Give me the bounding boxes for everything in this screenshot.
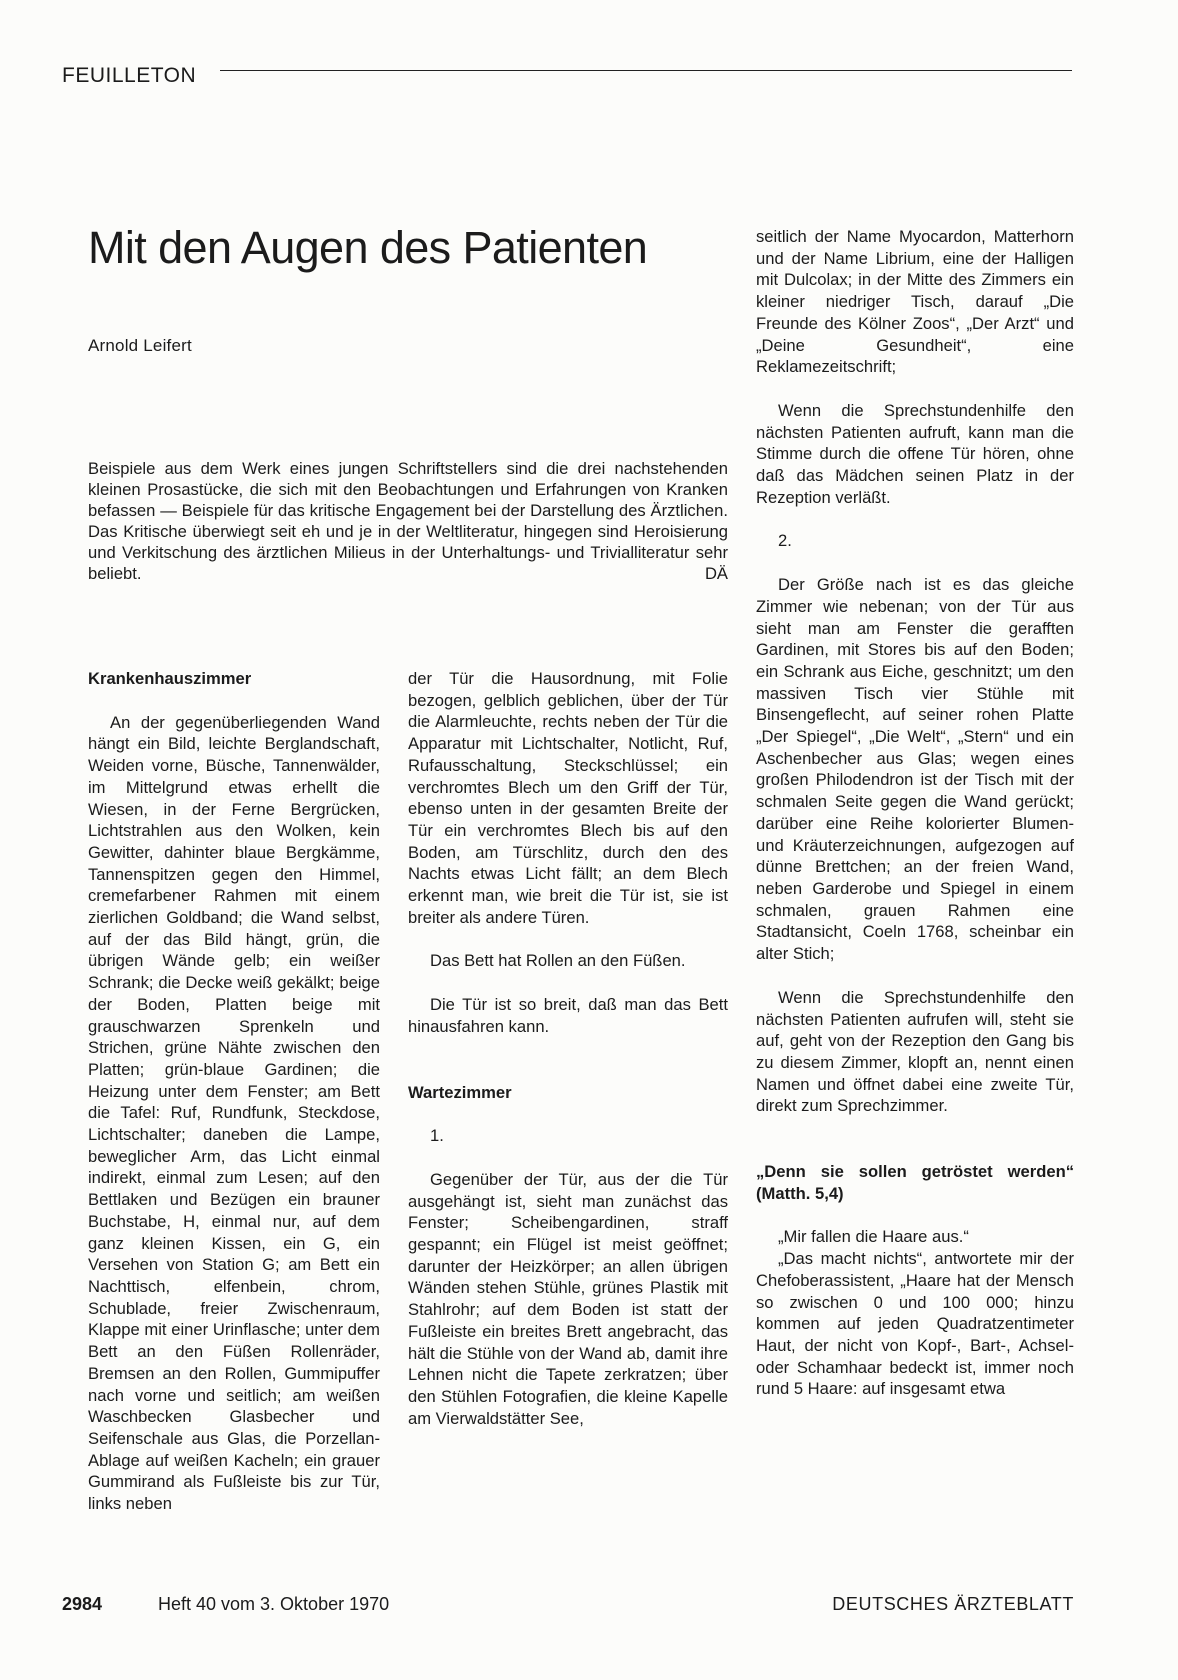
intro-signature: DÄ	[704, 564, 728, 583]
column-3	[756, 226, 1074, 1578]
column-1	[88, 668, 380, 1578]
section-number: 2.	[778, 531, 792, 551]
section-number: 1.	[430, 1126, 444, 1146]
paragraph: Wenn die Sprechstundenhilfe den nächsten Patienten aufruft, kann man die Stimme durch die offene Tür hören, ohne daß das Mädchen seinen Platz in der Rezeption verläßt.	[756, 400, 1074, 507]
paragraph: An der gegenüberliegenden Wand hängt ein Bild, leichte Berglandschaft, Weiden vorne, Büsche, Tannenwälder, im Mittelgrund etwas erhellt die Wiesen, in der Ferne Bergrücken, Lichtstrahlen aus den Wolken, kein Gewitter, dahinter blaue Bergkämme, Tannenspitzen gegen den Himmel, cremefarbener Rahmen mit einem zierlichen Goldband; die Wand selbst, auf der das Bild hängt, grün, die übrigen Wände gelb; ein weißer Schrank; die Decke weiß gekälkt; beige der Boden, Platten beige mit grauschwarzen Sprenkeln und Strichen, grüne Nähte zwischen den Platten; grün-blaue Gardinen; die Heizung unter dem Fenster; am Bett die Tafel: Ruf, Rundfunk, Steckdose, Lichtschalter; daneben die Lampe, beweglicher Arm, das Licht einmal indirekt, einmal zum Lesen; auf den Bettlaken und Bezügen ein brauner Buchstabe, H, einmal nur, auf dem ganz kleinen Kissen, ein G, ein Versehen von Station G; am Bett ein Nachttisch, elfenbein, chrom, Schublade, freier Zwischenraum, Klappe mit einer Urinflasche; unter dem Bett an den Füßen Rollenräder, Bremsen an den Rollen, Gummipuffer nach vorne und seitlich; am weißen Waschbecken Glasbecher und Seifenschale aus Glas, die Porzellan-Ablage auf weißen Kacheln; ein grauer Gummirand als Fußleiste bis zur Tür, links neben	[88, 712, 380, 1514]
paragraph: „Mir fallen die Haare aus.“	[778, 1227, 969, 1247]
paragraph: Der Größe nach ist es das gleiche Zimmer wie nebenan; von der Tür aus sieht man am Fenster die gerafften Gardinen, mit Stores bis auf den Boden; ein Schrank aus Eiche, geschnitzt; um den massiven Tisch vier Stühle mit Binsengeflecht, auf seiner rohen Platte „Der Spiegel“, „Die Welt“, „Stern“ und ein Aschenbecher aus Glas; wegen eines großen Philodendron ist der Tisch mit der schmalen Seite gegen die Wand gerückt; darüber eine Reihe kolorierter Blumen- und Kräuterzeichnungen, aufgezogen auf dünne Brettchen; an der freien Wand, neben Garderobe und Spiegel in einem schmalen, grauen Rahmen eine Stadtansicht, Coeln 1768, scheinbar ein alter Stich;	[756, 575, 1074, 964]
paragraph: seitlich der Name Myocardon, Matterhorn und der Name Librium, eine der Halligen mit Dulcolax; in der Mitte des Zimmers ein kleiner niedriger Tisch, darauf „Die Freunde des Kölner Zoos“, „Der Arzt“ und „Deine Gesundheit“, eine Reklamezeitschrift;	[756, 227, 1074, 377]
article-title: Mit den Augen des Patienten	[88, 222, 648, 273]
section-heading-krankenhauszimmer: Krankenhauszimmer	[88, 669, 252, 688]
article-intro	[88, 458, 728, 584]
paragraph: Das Bett hat Rollen an den Füßen.	[430, 951, 686, 971]
page-number: 2984	[62, 1594, 103, 1614]
paragraph: Die Tür ist so breit, daß man das Bett hinausfahren kann.	[408, 995, 728, 1036]
intro-text: Beispiele aus dem Werk eines jungen Schriftstellers sind die drei nachstehenden kleinen Prosastücke, die sich mit den Beobachtungen und Erfahrungen von Kranken befassen — Beispiele für das kritische Engagement bei der Darstellung des Ärztlichen. Das Kritische überwiegt seit eh und je in der Weltliteratur, hingegen sind Heroisierung und Verkitschung des ärztlichen Milieus in der Unterhaltungs- und Trivialliteratur sehr beliebt.	[88, 459, 728, 583]
paragraph: Gegenüber der Tür, aus der die Tür ausgehängt ist, sieht man zunächst das Fenster; Scheibengardinen, straff gespannt; ein Flügel ist meist geöffnet; darunter der Heizkörper; an allen übrigen Wänden stehen Stühle, grünes Plastik mit Stahlrohr; auf dem Boden ist statt der Fußleiste ein breites Brett angebracht, das hält die Stühle von der Wand ab, damit ihre Lehnen nicht die Tapete zerkratzen; über den Stühlen Fotografien, die kleine Kapelle am Vierwaldstätter See,	[408, 1169, 728, 1428]
column-2	[408, 668, 728, 1578]
article-author: Arnold Leifert	[88, 336, 192, 355]
header-rule	[220, 70, 1072, 71]
paragraph: der Tür die Hausordnung, mit Folie bezogen, gelblich geblichen, über der Tür die Alarmleuchte, rechts neben der Tür die Apparatur mit Lichtschalter, Notlicht, Ruf, Rufausschaltung, Steckschlüssel; ein verchromtes Blech um den Griff der Tür, ebenso unten in der gesamten Breite der Tür ein verchromtes Blech bis auf den Boden, am Türschlitz, durch den des Nachts etwas Licht fällt; an dem Blech erkennt man, wie breit die Tür ist, sie ist breiter als andere Türen.	[408, 669, 728, 927]
paragraph: Wenn die Sprechstundenhilfe den nächsten Patienten aufrufen will, steht sie auf, geht von der Rezeption den Gang bis zu diesem Zimmer, klopft an, nennt einen Namen und öffnet dabei eine zweite Tür, direkt zum Sprechzimmer.	[756, 987, 1074, 1116]
issue-info: Heft 40 vom 3. Oktober 1970	[158, 1594, 390, 1614]
paragraph: „Das macht nichts“, antwortete mir der Chefoberassistent, „Haare hat der Mensch so zwischen 0 und 100 000; hinzu kommen auf jeden Quadratzentimeter Haut, der nicht von Kopf-, Bart-, Achsel- oder Schamhaar bedeckt ist, immer noch rund 5 Haare: auf insgesamt etwa	[756, 1249, 1074, 1399]
section-label: FEUILLETON	[62, 64, 197, 87]
section-heading-denn-sie-sollen: „Denn sie sollen getröstet werden“ (Matth. 5,4)	[756, 1162, 1074, 1203]
section-heading-wartezimmer: Wartezimmer	[408, 1082, 512, 1102]
journal-name: DEUTSCHES ÄRZTEBLATT	[832, 1594, 1074, 1614]
